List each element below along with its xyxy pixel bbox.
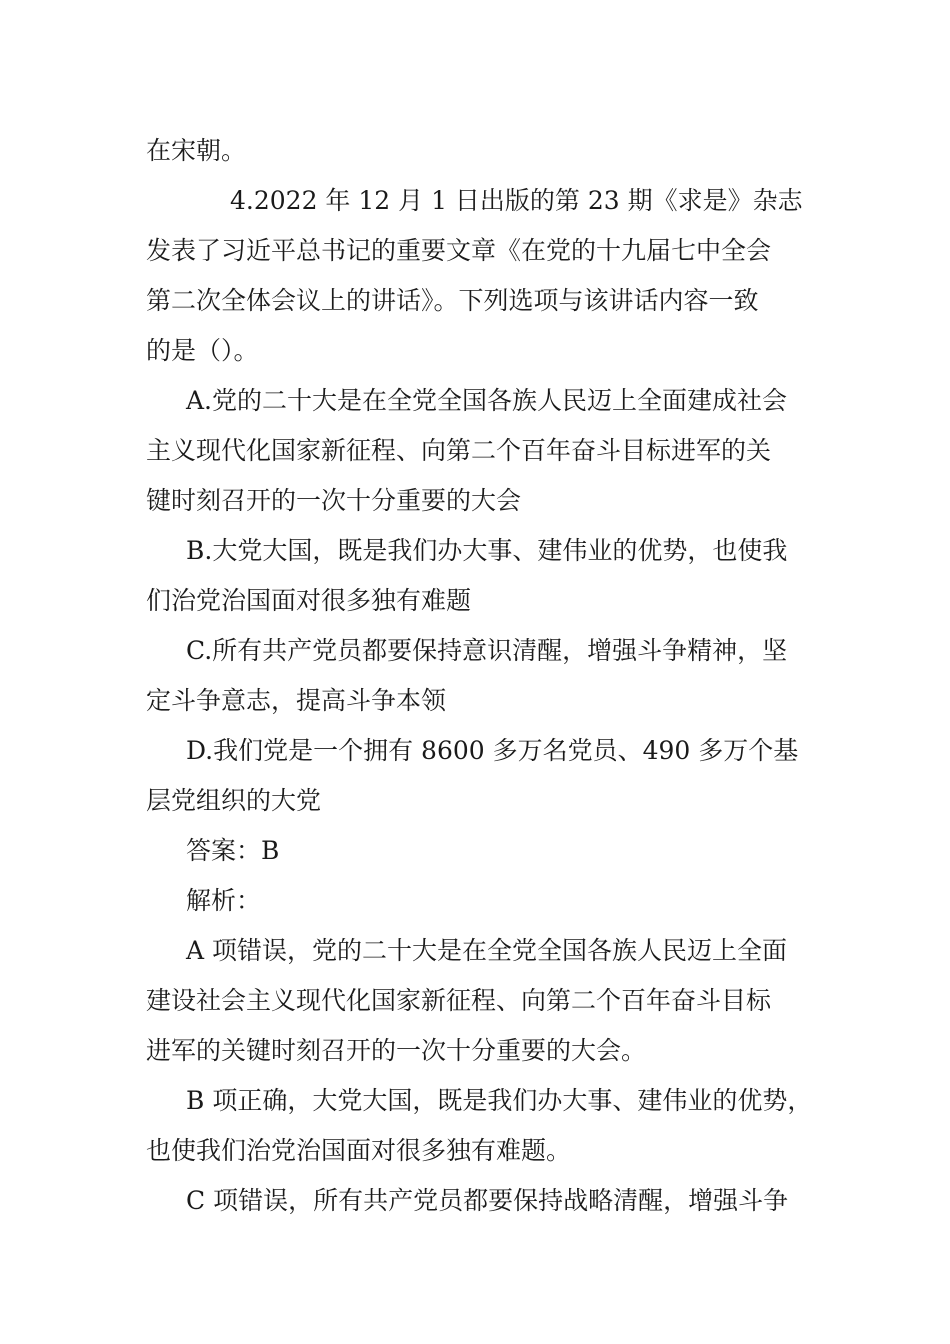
analysis-line: A 项错误，党的二十大是在全党全国各族人民迈上全面 (186, 936, 788, 965)
analysis-label: 解析： (186, 886, 262, 915)
option-d-line: D.我们党是一个拥有 8600 多万名党员、490 多万个基 (186, 736, 799, 765)
question-stem-line: 的是（）。 (146, 336, 259, 365)
option-c-line: 定斗争意志，提高斗争本领 (146, 686, 447, 715)
analysis-line: B 项正确，大党大国，既是我们办大事、建伟业的优势， (186, 1086, 813, 1115)
answer-line: 答案：B (186, 836, 280, 865)
question-stem-line: 发表了习近平总书记的重要文章《在党的十九届七中全会 (146, 236, 772, 265)
text-line: 在宋朝。 (146, 136, 247, 165)
option-b-line: 们治党治国面对很多独有难题 (146, 586, 472, 615)
analysis-line: 建设社会主义现代化国家新征程、向第二个百年奋斗目标 (146, 986, 772, 1015)
option-b-line: B.大党大国，既是我们办大事、建伟业的优势，也使我 (186, 536, 788, 565)
question-stem-line: 第二次全体会议上的讲话》。下列选项与该讲话内容一致 (146, 286, 759, 315)
option-c-line: C.所有共产党员都要保持意识清醒，增强斗争精神，坚 (186, 636, 788, 665)
option-a-line: A.党的二十大是在全党全国各族人民迈上全面建成社会 (186, 386, 788, 415)
question-stem-line: 4.2022 年 12 月 1 日出版的第 23 期《求是》杂志 (230, 186, 803, 215)
analysis-line: 进军的关键时刻召开的一次十分重要的大会。 (146, 1036, 647, 1065)
option-a-line: 键时刻召开的一次十分重要的大会 (146, 486, 522, 515)
analysis-line: C 项错误，所有共产党员都要保持战略清醒，增强斗争 (186, 1186, 789, 1215)
option-a-line: 主义现代化国家新征程、向第二个百年奋斗目标进军的关 (146, 436, 772, 465)
analysis-line: 也使我们治党治国面对很多独有难题。 (146, 1136, 572, 1165)
option-d-line: 层党组织的大党 (146, 786, 322, 815)
